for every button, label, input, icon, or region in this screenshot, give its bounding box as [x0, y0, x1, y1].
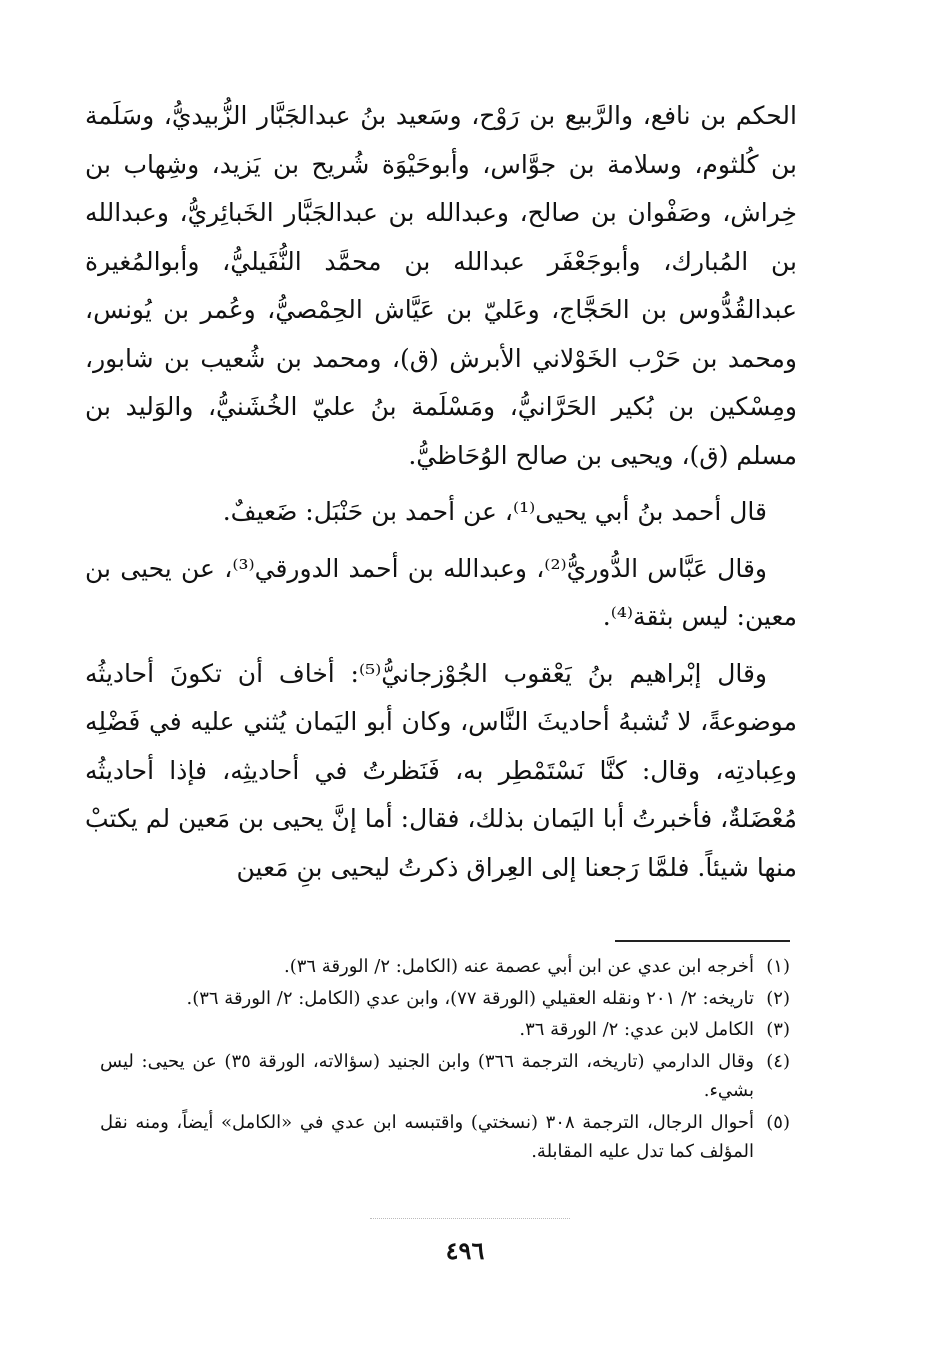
footnotes: [100, 952, 790, 1169]
footnote-number: (٥): [766, 1111, 790, 1133]
footnote-4: [100, 1047, 790, 1106]
footnote-number: (٣): [766, 1019, 790, 1040]
footnote-text: تاريخه: ٢/ ٢٠١ ونقله العقيلي (الورقة ٧٧)، وابن عدي (الكامل: ٢/ الورقة ٣٦).: [186, 987, 754, 1009]
ibn-maein-opinion-paragraph: وقال عَبَّاس الدُّوريُّ⁽²⁾، وعبدالله بن أحمد الدورقي⁽³⁾، عن يحيى بن معين: ليس بثقة⁽⁴⁾.: [85, 553, 797, 631]
footnote-2: [100, 984, 790, 1014]
footnote-text: أحوال الرجال، الترجمة ٣٠٨ (نسختي) واقتبسه ابن عدي في «الكامل» أيضاً، ومنه نقل المؤلف كما تدل عليه المقابلة.: [100, 1111, 754, 1162]
jawzajani-opinion-paragraph: وقال إبْراهيم بنُ يَعْقوب الجُوْزجانيُّ⁽⁵⁾: أخاف أن تكونَ أحاديثُه موضوعةً، لا تُشبهُ أحاديثَ النَّاس، وكان أبو اليَمان يُثني عليه في فَضْلِه وعِبادتِه، وقال: كنَّا نَسْتَمْطِر به، فَنَظرتُ في أحاديثِه، فإذا أحاديثُه مُعْضَلةٌ، فأخبرتُ أبا اليَمان بذلك، فقال: أما إنَّ يحيى بن مَعين لم يكتبْ منها شيئاً. فلمَّا رَجعنا إلى العِراق ذكرتُ ليحيى بنِ مَعين: [85, 658, 797, 882]
main-text: [85, 92, 797, 892]
footnote-1: [100, 952, 790, 982]
footnote-text: أخرجه ابن عدي عن ابن أبي عصمة عنه (الكامل: ٢/ الورقة ٣٦).: [283, 956, 754, 977]
footnote-3: [100, 1015, 790, 1045]
footnote-number: (٢): [766, 987, 790, 1009]
footnote-number: (٤): [766, 1050, 790, 1072]
page-number: ٤٩٦: [445, 1236, 485, 1265]
footnote-separator: [615, 940, 790, 942]
footnote-5: [100, 1108, 790, 1167]
narrator-list-paragraph: الحكم بن نافع، والرَّبيع بن رَوْح، وسَعيد بنُ عبدالجَبَّار الزُّبيديُّ، وسَلَمة بن كُلثوم، وسلامة بن جوَّاس، وأبوحَيْوَة شُريح بن يَزيد، وشِهاب بن خِراش، وصَفْوان بن صالح، وعبدالله بن عبدالجَبَّار الخَبائِريُّ، وعبدالله بن المُبارك، وأبوجَعْفَر عبدالله بن محمَّد النُّفَيليُّ، وأبوالمُغيرة عبدالقُدُّوس بن الحَجَّاج، وعَليّ بن عَيَّاش الحِمْصيُّ، وعُمر بن يُونس، ومحمد بن حَرْب الخَوْلاني الأبرش (ق)، ومحمد بن شُعيب بن شابور، ومِسْكين بن بُكير الحَرَّانيُّ، ومَسْلَمة بنُ عليّ الخُشَنيُّ، والوَليد بن مسلم (ق)، ويحيى بن صالح الوُحَاظيُّ.: [85, 101, 797, 470]
footnote-number: (١): [766, 956, 790, 977]
footnote-text: الكامل لابن عدي: ٢/ الورقة ٣٦.: [519, 1019, 754, 1040]
ahmad-opinion-paragraph: قال أحمد بنُ أبي يحيى⁽¹⁾، عن أحمد بن حَنْبَل: ضَعيفٌ.: [222, 497, 767, 526]
footnote-text: وقال الدارمي (تاريخه، الترجمة ٣٦٦) وابن الجنيد (سؤالاته، الورقة ٣٥) عن يحيى: ليس بشيء.: [100, 1050, 754, 1101]
bottom-divider: [370, 1218, 570, 1219]
